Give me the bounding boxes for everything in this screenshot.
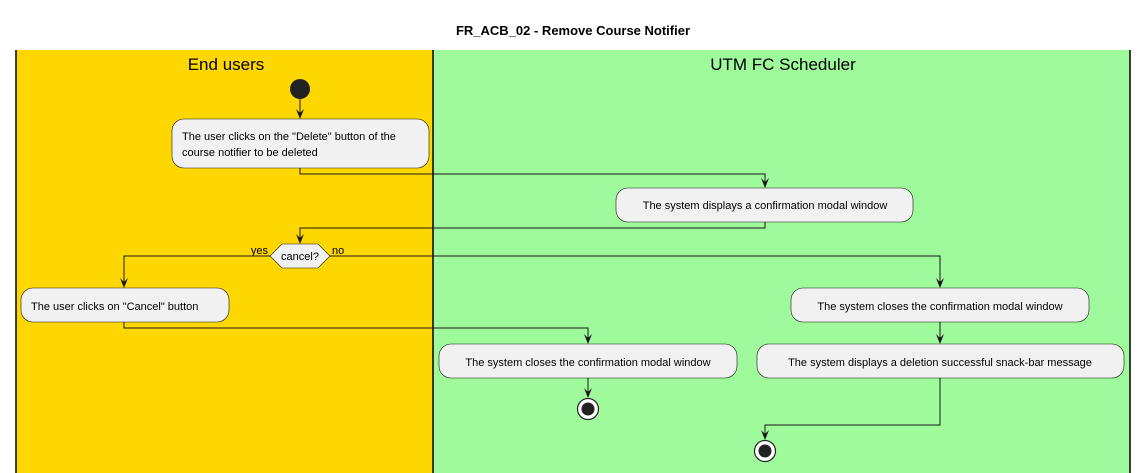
activity-text: The system displays a deletion successful snack-bar message — [788, 357, 1092, 369]
lane-utm-fc-scheduler — [433, 50, 1130, 473]
branch-label-yes: yes — [250, 245, 268, 257]
activity-text: The system displays a confirmation modal window — [642, 200, 888, 212]
activity-text-line-1: The user clicks on the "Delete" button of the — [182, 131, 396, 143]
start-node — [290, 79, 310, 99]
activity-user-clicks-cancel — [21, 288, 229, 322]
branch-label-no: no — [332, 245, 345, 257]
activity-user-clicks-delete — [172, 119, 429, 168]
decision-label: cancel? — [281, 251, 319, 263]
end-node-cancel-branch — [578, 399, 599, 420]
activity-text-line-2: course notifier to be deleted — [182, 147, 318, 159]
activity-system-closes-modal-no-branch — [791, 288, 1089, 322]
lane-title-utm-fc-scheduler: UTM FC Scheduler — [710, 55, 856, 74]
activity-text: The user clicks on "Cancel" button — [31, 301, 199, 313]
activity-system-displays-snackbar — [757, 344, 1124, 378]
end-node-delete-branch — [755, 441, 776, 462]
activity-system-closes-modal-yes-branch — [439, 344, 737, 378]
diagram-title: FR_ACB_02 - Remove Course Notifier — [455, 23, 691, 38]
lane-title-end-users: End users — [187, 55, 265, 74]
activity-text: The system closes the confirmation modal window — [817, 301, 1063, 313]
decision-cancel — [270, 244, 330, 268]
activity-text: The system closes the confirmation modal window — [465, 357, 711, 369]
activity-system-displays-modal — [616, 188, 913, 222]
lane-end-users — [16, 50, 433, 473]
